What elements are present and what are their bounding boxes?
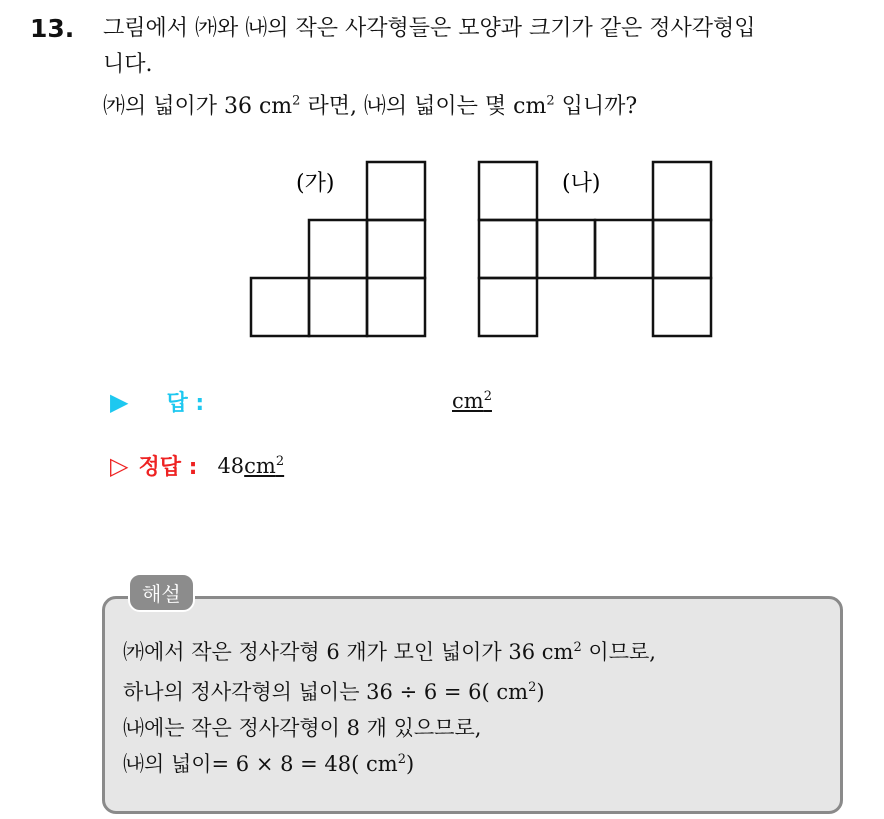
answer-row xyxy=(110,386,204,417)
square-figure xyxy=(0,0,884,360)
square-na-1 xyxy=(479,162,537,220)
answer-blank[interactable] xyxy=(452,389,492,413)
square-ga-5 xyxy=(309,278,367,336)
square-ga-2 xyxy=(309,220,367,278)
correct-value: 48 xyxy=(217,453,245,478)
correct-answer-row xyxy=(110,450,284,481)
figure-label-ga: (가) xyxy=(296,171,335,196)
square-na-5 xyxy=(595,220,653,278)
square-na-8 xyxy=(653,278,711,336)
explanation-line3: ㈏에는 작은 정사각형이 8 개 있으므로, xyxy=(123,716,482,740)
explanation-line4: ㈏의 넓이= 6 × 8 = 48( $cm^2$) xyxy=(123,752,415,776)
correct-unit: $cm^2$ xyxy=(244,453,285,478)
answer-label: 답 : xyxy=(166,391,205,416)
square-ga-6 xyxy=(367,278,425,336)
question-text-line2: 니다. xyxy=(103,52,153,77)
answer-unit: $cm^2$ xyxy=(452,389,492,413)
question-text-line3: ㈎의 넓이가 36 $cm^2$ 라면, ㈏의 넓이는 몇 $cm^2$ 입니까? xyxy=(103,93,638,119)
figure-label-na: (나) xyxy=(562,171,601,196)
square-na-2 xyxy=(653,162,711,220)
square-na-7 xyxy=(479,278,537,336)
correct-label: 정답 : xyxy=(138,455,198,480)
square-ga-1 xyxy=(367,162,425,220)
square-ga-4 xyxy=(251,278,309,336)
explanation-line2: 하나의 정사각형의 넓이는 36 ÷ 6 = 6( $cm^2$) xyxy=(123,680,545,704)
square-na-3 xyxy=(479,220,537,278)
explanation-line1: ㈎에서 작은 정사각형 6 개가 모인 넓이가 36 $cm^2$ 이므로, xyxy=(123,640,656,664)
blue-arrow-icon: ▶ xyxy=(110,387,129,416)
red-arrow-icon: ▷ xyxy=(110,451,129,480)
square-ga-3 xyxy=(367,220,425,278)
question-number: 13. xyxy=(30,14,75,43)
explanation-tag: 해설 xyxy=(128,573,195,612)
question-text-line1: 그림에서 ㈎와 ㈏의 작은 사각형들은 모양과 크기가 같은 정사각형입 xyxy=(103,16,756,41)
square-na-6 xyxy=(653,220,711,278)
square-na-4 xyxy=(537,220,595,278)
